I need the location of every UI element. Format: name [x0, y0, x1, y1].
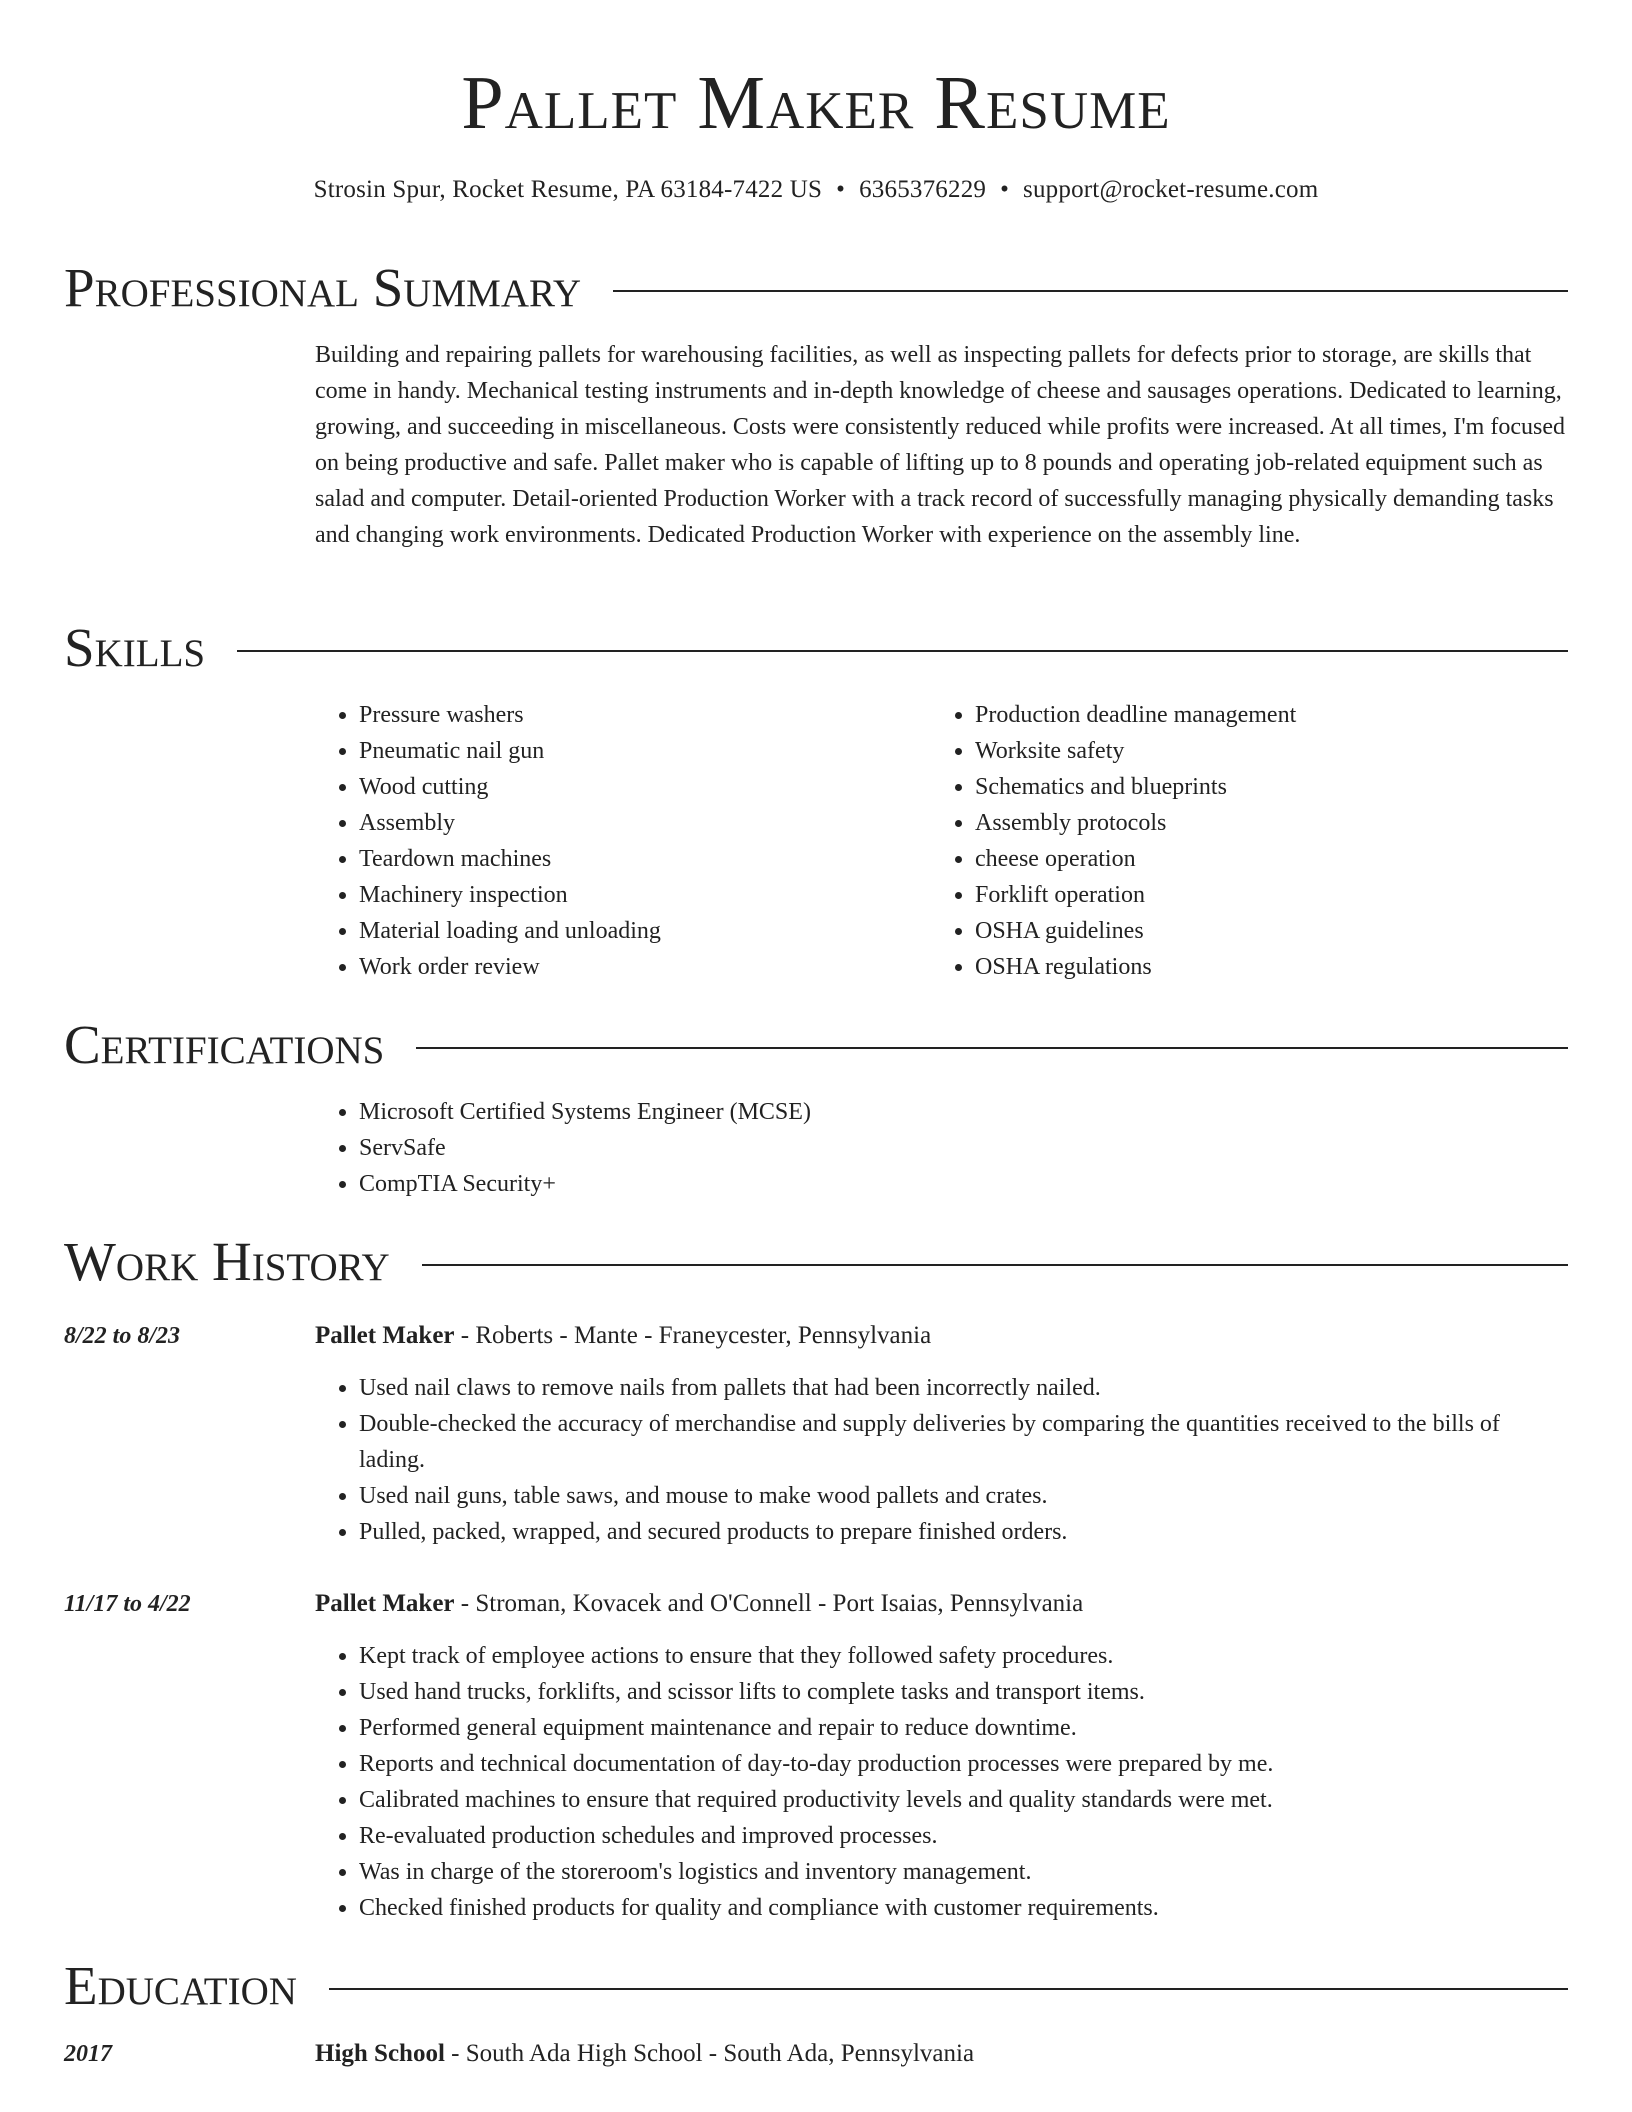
job-entry: [315, 1586, 1568, 1926]
job-duties-list: [315, 1638, 1568, 1926]
section-header-skills: [64, 616, 1568, 680]
job-duty-item: • Checked finished products for quality and compliance with customer requirements.: [359, 1890, 1568, 1926]
job-duty-item: • Used nail claws to remove nails from pallets that had been incorrectly nailed.: [359, 1370, 1568, 1406]
resume-title: Pallet Maker Resume: [461, 61, 1171, 145]
skills-list-left: [315, 697, 931, 985]
job-entry: [315, 1318, 1568, 1550]
job-employer-location: - Stroman, Kovacek and O'Connell - Port Isaias, Pennsylvania: [454, 1590, 1084, 1617]
section-title-certifications: Certifications: [64, 1014, 385, 1075]
section-divider: [613, 290, 1568, 292]
section-header-education: [64, 1954, 1568, 2018]
section-divider: [422, 1264, 1568, 1266]
section-header-work-history: [64, 1230, 1568, 1294]
job-employer-location: - Roberts - Mante - Franeycester, Pennsylvania: [454, 1322, 932, 1349]
job-title: Pallet Maker: [315, 1322, 455, 1349]
certifications-list: [315, 1094, 1568, 1202]
skills-body: [315, 697, 1568, 985]
skill-item: • Machinery inspection: [359, 877, 931, 913]
skill-item: • Assembly protocols: [975, 805, 1547, 841]
section-title-summary: Professional Summary: [64, 257, 582, 318]
job-dates: 8/22 to 8/23: [64, 1323, 181, 1349]
contact-separator: •: [836, 176, 846, 203]
job-title: Pallet Maker: [315, 1590, 455, 1617]
job-duty-item: • Used hand trucks, forklifts, and scissor lifts to complete tasks and transport items.: [359, 1674, 1568, 1710]
certification-item: • CompTIA Security+: [359, 1166, 1568, 1202]
job-duty-item: • Kept track of employee actions to ensure that they followed safety procedures.: [359, 1638, 1568, 1674]
skill-item: • Assembly: [359, 805, 931, 841]
skill-item: • Pneumatic nail gun: [359, 733, 931, 769]
section-header-certifications: [64, 1013, 1568, 1077]
job-duties-list: [315, 1370, 1568, 1550]
job-duty-item: • Performed general equipment maintenance and repair to reduce downtime.: [359, 1710, 1568, 1746]
skill-item: • Worksite safety: [975, 733, 1547, 769]
contact-address: Strosin Spur, Rocket Resume, PA 63184-7422 US: [313, 176, 823, 203]
job-duty-item: • Was in charge of the storeroom's logistics and inventory management.: [359, 1854, 1568, 1890]
section-divider: [237, 650, 1568, 652]
job-duty-item: • Pulled, packed, wrapped, and secured products to prepare finished orders.: [359, 1514, 1568, 1550]
skill-item: • cheese operation: [975, 841, 1547, 877]
education-degree: High School: [315, 2040, 445, 2067]
education-entry: [315, 2036, 1568, 2088]
education-school-location: - South Ada High School - South Ada, Pennsylvania: [444, 2040, 975, 2067]
section-header-summary: [64, 256, 1568, 320]
job-duty-item: • Double-checked the accuracy of merchandise and supply deliveries by comparing the quantities received to the bills of lading.: [359, 1406, 1568, 1478]
job-duty-item: • Used nail guns, table saws, and mouse to make wood pallets and crates.: [359, 1478, 1568, 1514]
skills-column-left: [315, 697, 931, 985]
skill-item: • OSHA guidelines: [975, 913, 1547, 949]
section-divider: [329, 1988, 1568, 1990]
education-heading: [315, 2036, 1568, 2072]
skill-item: • Forklift operation: [975, 877, 1547, 913]
skill-item: • Schematics and blueprints: [975, 769, 1547, 805]
education-year: 2017: [64, 2041, 112, 2067]
job-duty-item: • Calibrated machines to ensure that required productivity levels and quality standards were met.: [359, 1782, 1568, 1818]
certifications-body: [315, 1094, 1568, 1202]
certification-item: • Microsoft Certified Systems Engineer (MCSE): [359, 1094, 1568, 1130]
job-dates: 11/17 to 4/22: [64, 1591, 191, 1617]
skills-columns: [315, 697, 1568, 985]
skill-item: • Work order review: [359, 949, 931, 985]
skill-item: • Production deadline management: [975, 697, 1547, 733]
job-heading: [315, 1318, 1568, 1354]
skills-list-right: [931, 697, 1547, 985]
certification-item: • ServSafe: [359, 1130, 1568, 1166]
contact-separator: •: [1000, 176, 1010, 203]
section-divider: [416, 1047, 1568, 1049]
job-heading: [315, 1586, 1568, 1622]
section-title-education: Education: [64, 1955, 297, 2016]
job-duty-item: • Re-evaluated production schedules and improved processes.: [359, 1818, 1568, 1854]
skill-item: • OSHA regulations: [975, 949, 1547, 985]
skill-item: • Teardown machines: [359, 841, 931, 877]
skill-item: • Pressure washers: [359, 697, 931, 733]
job-duty-item: • Reports and technical documentation of day-to-day production processes were prepared by me.: [359, 1746, 1568, 1782]
summary-text: Building and repairing pallets for warehousing facilities, as well as inspecting pallets for defects prior to storage, are skills that come in handy. Mechanical testing instruments and in-depth knowledge of cheese and sausages operations. Dedicated to learning, growing, and succeeding in miscellaneous. Costs were consistently reduced while profits were increased. At all times, I'm focused on being productive and safe. Pallet maker who is capable of lifting up to 8 pounds and operating job-related equipment such as salad and computer. Detail-oriented Production Worker with a track record of successfully managing physically demanding tasks and changing work environments. Dedicated Production Worker with experience on the assembly line.: [315, 342, 1565, 548]
section-title-work-history: Work History: [64, 1231, 390, 1292]
contact-phone: 6365376229: [859, 176, 987, 203]
skill-item: • Material loading and unloading: [359, 913, 931, 949]
contact-line: [0, 175, 1632, 205]
section-title-skills: Skills: [64, 617, 206, 678]
skills-column-right: [931, 697, 1547, 985]
contact-email: support@rocket-resume.com: [1023, 176, 1319, 203]
skill-item: • Wood cutting: [359, 769, 931, 805]
summary-body: [315, 337, 1568, 553]
